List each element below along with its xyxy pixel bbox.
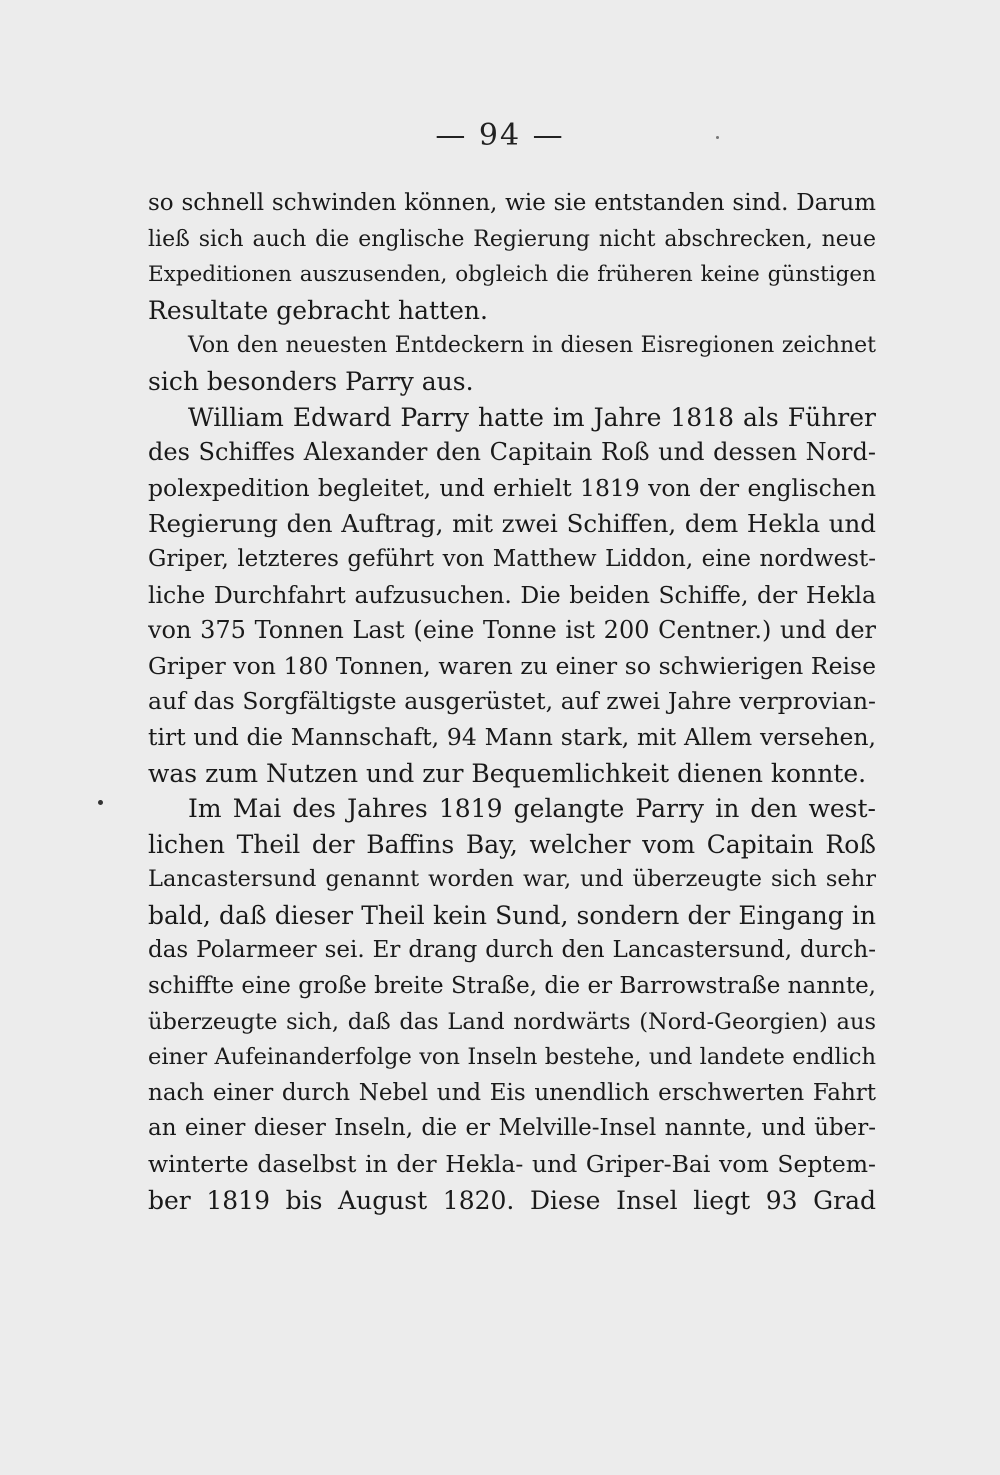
text-line: Regierung den Auftrag, mit zwei Schiffen, dem Hekla und bbox=[148, 509, 876, 539]
text-line: nach einer durch Nebel und Eis unendlich erschwerten Fahrt bbox=[148, 1079, 876, 1106]
text-line: Griper, letzteres geführt von Matthew Liddon, eine nordwest- bbox=[148, 545, 876, 572]
text-line: das Polarmeer sei. Er drang durch den Lancastersund, durch- bbox=[148, 937, 876, 964]
text-line: von 375 Tonnen Last (eine Tonne ist 200 Centner.) und der bbox=[148, 616, 876, 645]
text-line: Von den neuesten Entdeckern in diesen Eisregionen zeichnet bbox=[188, 333, 876, 359]
text-line: liche Durchfahrt aufzusuchen. Die beiden Schiffe, der Hekla bbox=[148, 580, 876, 609]
text-line: an einer dieser Inseln, die er Melville-Insel nannte, und über- bbox=[148, 1115, 876, 1142]
text-line: Griper von 180 Tonnen, waren zu einer so schwierigen Reise bbox=[148, 651, 876, 680]
text-line: Im Mai des Jahres 1819 gelangte Parry in den west- bbox=[188, 794, 876, 824]
text-line: des Schiffes Alexander den Capitain Roß und dessen Nord- bbox=[148, 438, 876, 467]
ink-speck bbox=[716, 136, 719, 139]
text-line: ließ sich auch die englische Regierung nicht abschrecken, neue bbox=[148, 226, 876, 252]
text-line: was zum Nutzen und zur Bequemlichkeit dienen konnte. bbox=[148, 758, 867, 788]
text-line: bald, daß dieser Theil kein Sund, sondern der Eingang in bbox=[148, 900, 876, 930]
text-line: schiffte eine große breite Straße, die er Barrowstraße nannte, bbox=[148, 973, 876, 1000]
text-line: Resultate gebracht hatten. bbox=[148, 295, 488, 325]
text-line: tirt und die Mannschaft, 94 Mann stark, mit Allem versehen, bbox=[148, 722, 876, 751]
ink-speck bbox=[98, 800, 103, 805]
text-line: einer Aufeinanderfolge von Inseln bestehe, und landete endlich bbox=[148, 1044, 876, 1071]
text-line: Expeditionen auszusenden, obgleich die früheren keine günstigen bbox=[148, 262, 876, 288]
text-line: lichen Theil der Baffins Bay, welcher vom Capitain Roß bbox=[148, 829, 876, 859]
text-line: so schnell schwinden können, wie sie entstanden sind. Darum bbox=[148, 190, 876, 216]
text-line: winterte daselbst in der Hekla- und Griper-Bai vom Septem- bbox=[148, 1150, 876, 1179]
page-body bbox=[148, 186, 876, 1218]
text-line: überzeugte sich, daß das Land nordwärts (Nord-Georgien) aus bbox=[148, 1008, 876, 1035]
text-line: sich besonders Parry aus. bbox=[148, 366, 474, 396]
text-line: polexpedition begleitet, und erhielt 1819 von der englischen bbox=[148, 473, 876, 502]
text-line: ber 1819 bis August 1820. Diese Insel liegt 93 Grad bbox=[148, 1185, 876, 1215]
page-number: — 94 — bbox=[435, 118, 565, 153]
text-line: Lancastersund genannt worden war, und überzeugte sich sehr bbox=[148, 866, 876, 893]
text-line: William Edward Parry hatte im Jahre 1818 als Führer bbox=[188, 402, 876, 432]
text-line: auf das Sorgfältigste ausgerüstet, auf zwei Jahre verprovian- bbox=[148, 687, 876, 716]
